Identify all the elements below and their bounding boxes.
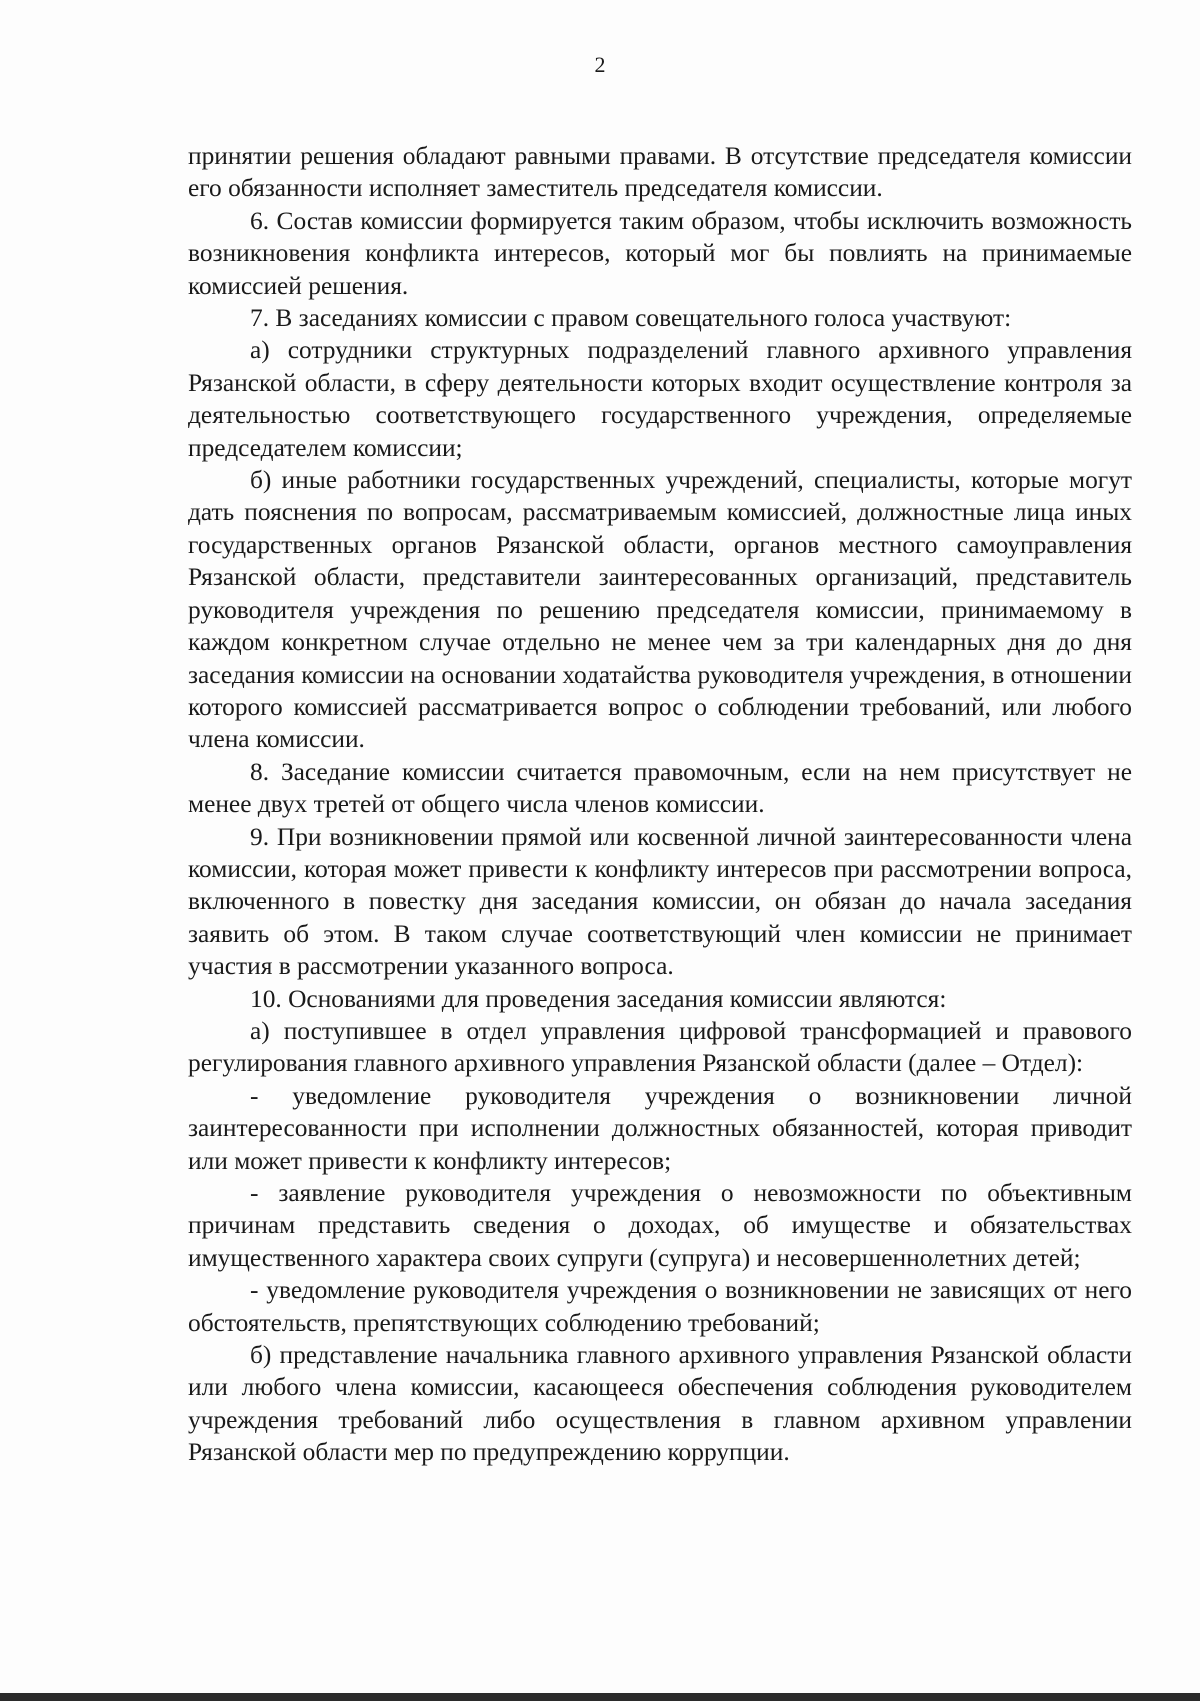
paragraph-item-10b: б) представление начальника главного архивного управления Рязанской области или любого члена комиссии, касающееся обеспечения соблюдения руководителем учреждения требований либо осуществления в главном архивном управлении Рязанской области мер по предупреждению коррупции. [188,1341,1132,1467]
paragraph-continuation: принятии решения обладают равными правами. В отсутствие председателя комиссии его обязанности исполняет заместитель председателя комиссии. [188,142,1132,203]
paragraph-dash-item-2: - заявление руководителя учреждения о невозможности по объективным причинам представить сведения о доходах, об имуществе и обязательствах имущественного характера своих супруги (супруга) и несовершеннолетних детей; [188,1179,1132,1272]
page-number: 2 [594,52,606,77]
paragraph-item-10: 10. Основаниями для проведения заседания комиссии являются: [250,984,947,1013]
paragraph-item-10a: а) поступившее в отдел управления цифровой трансформацией и правового регулирования главного архивного управления Рязанской области (далее – Отдел): [188,1016,1132,1078]
paragraph-item-8: 8. Заседание комиссии считается правомочным, если на нем присутствует не менее двух третей от общего числа членов комиссии. [188,757,1132,819]
paragraph-item-7a: а) сотрудники структурных подразделений главного архивного управления Рязанской области, в сферу деятельности которых входит осуществление контроля за деятельностью соответствующего государственного учреждения, определяемые председателем комиссии; [188,336,1132,462]
paragraph-dash-item-3: - уведомление руководителя учреждения о возникновении не зависящих от него обстоятельств, препятствующих соблюдению требований; [188,1276,1132,1337]
paragraph-item-9: 9. При возникновении прямой или косвенной личной заинтересованности члена комиссии, которая может привести к конфликту интересов при рассмотрении вопроса, включенного в повестку дня заседания комиссии, он обязан до начала заседания заявить об этом. В таком случае соответствующий член комиссии не принимает участия в рассмотрении указанного вопроса. [188,822,1132,981]
scan-bottom-edge [0,1693,1200,1701]
paragraph-dash-item-1: - уведомление руководителя учреждения о возникновении личной заинтересованности при исполнении должностных обязанностей, которая приводит или может привести к конфликту интересов; [188,1081,1132,1175]
paragraph-item-6: 6. Состав комиссии формируется таким образом, чтобы исключить возможность возникновения конфликта интересов, который мог бы повлиять на принимаемые комиссией решения. [188,206,1132,300]
document-body [188,140,1132,1469]
paragraph-item-7: 7. В заседаниях комиссии с правом совещательного голоса участвуют: [250,304,1012,333]
paragraph-item-7b: б) иные работники государственных учреждений, специалисты, которые могут дать пояснения по вопросам, рассматриваемым комиссией, должностные лица иных государственных органов Рязанской области, органов местного самоуправления Рязанской области, представители заинтересованных организаций, представитель руководителя учреждения по решению председателя комиссии, принимаемому в каждом конкретном случае отдельно не менее чем за три календарных дня до дня заседания комиссии на основании ходатайства руководителя учреждения, в отношении которого комиссией рассматривается вопрос о соблюдении требований, или любого члена комиссии. [188,466,1132,754]
